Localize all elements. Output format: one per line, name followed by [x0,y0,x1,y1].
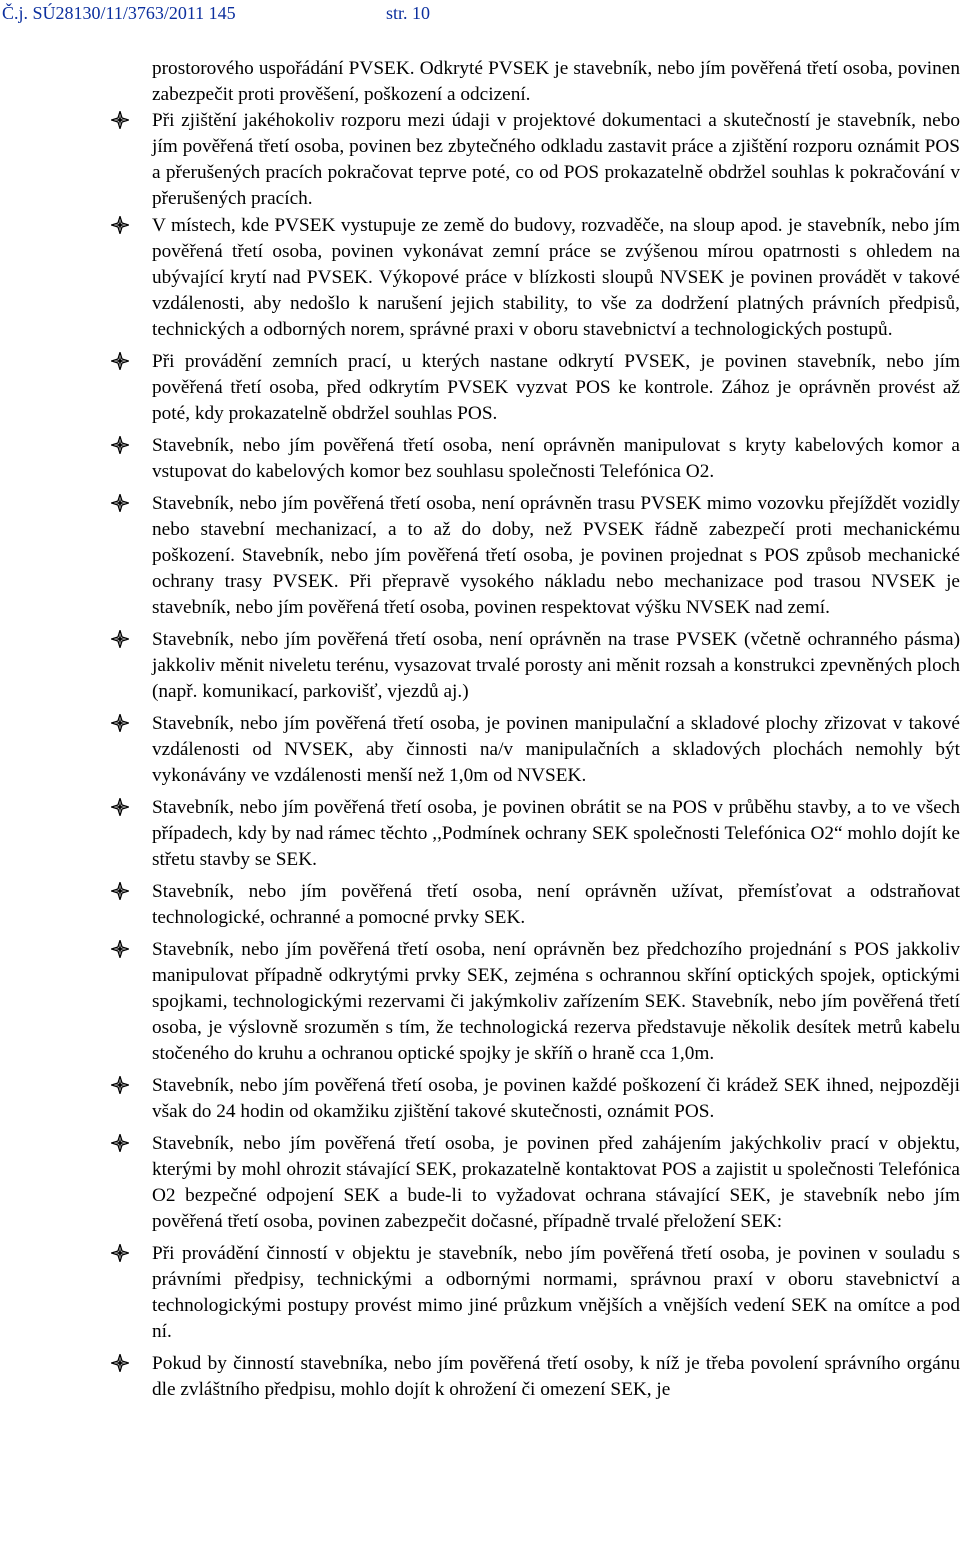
diamond-bullet-icon [111,1354,129,1372]
list-item [0,1131,960,1235]
list-item [0,627,960,705]
list-item-text: Při zjištění jakéhokoliv rozporu mezi údaji v projektové dokumentaci a skutečností je stavebník, nebo jím pověřená třetí osoba, povinen bez zbytečného odkladu zastavit práce a zjištění rozporu oznámit POS a přerušených pracích pokračovat teprve poté, co od POS prokazatelně obdržel souhlas k pokračování v přerušených pracích. [152,110,960,209]
diamond-bullet-icon [111,1244,129,1262]
diamond-bullet-icon [111,882,129,900]
list-item-text: Stavebník, nebo jím pověřená třetí osoba, je povinen obrátit se na POS v průběhu stavby, a to ve všech případech, kdy by nad rámec těchto ,,Podmínek ochrany SEK společnosti Telefónica O2“ mohlo dojít ke střetu stavby se SEK. [152,797,960,870]
list-item [0,795,960,873]
list-item [0,1073,960,1125]
page-header [0,0,960,26]
list-item [0,213,960,343]
diamond-bullet-icon [111,940,129,958]
list-item-text: Při provádění zemních prací, u kterých nastane odkrytí PVSEK, je povinen stavebník, nebo jím pověřená třetí osoba, před odkrytím PVSEK vyzvat POS ke kontrole. Zához je oprávněn provést až poté, kdy prokazatelně obdržel souhlas POS. [152,351,960,424]
list-item [0,879,960,931]
diamond-bullet-icon [111,436,129,454]
list-item-text: Stavebník, nebo jím pověřená třetí osoba, není oprávněn bez předchozího projednání s POS jakkoliv manipulovat případně odkrytými prvky SEK, zejména s ochrannou skříní optických spojek, optickými spojkami, technologickými rezervami či jakýmkoliv zařízením SEK. Stavebník, nebo jím pověřená třetí osoba, je výslovně srozuměn s tím, že technologická rezerva představuje několik desítek metrů kabelu stočeného do kruhu a ochranou optické spojky je skříň o hraně cca 1,0m. [152,939,960,1064]
list-item-text: Pokud by činností stavebníka, nebo jím pověřená třetí osoby, k níž je třeba povolení správního orgánu dle zvláštního předpisu, mohlo dojít k ohrožení či omezení SEK, je [152,1353,960,1400]
diamond-bullet-icon [111,714,129,732]
list-item [0,433,960,485]
list-item [0,937,960,1067]
list-item [0,1351,960,1403]
list-item [0,491,960,621]
list-item-text: Stavebník, nebo jím pověřená třetí osoba, není oprávněn manipulovat s kryty kabelových komor a vstupovat do kabelových komor bez souhlasu společnosti Telefónica O2. [152,435,960,482]
list-item-text: Stavebník, nebo jím pověřená třetí osoba, je povinen každé poškození či krádež SEK ihned, nejpozději však do 24 hodin od okamžiku zjištění takové skutečnosti, oznámit POS. [152,1075,960,1122]
list-item-text: Při provádění činností v objektu je stavebník, nebo jím pověřená třetí osoba, je povinen v souladu s právními předpisy, technickými a odbornými normami, správnou praxí v oboru stavebnictví a technologickými postupy provést mimo jiné průzkum vnějších a vnějších vedení SEK na omítce a pod ní. [152,1243,960,1342]
diamond-bullet-icon [111,1134,129,1152]
diamond-bullet-icon [111,352,129,370]
list-item [0,711,960,789]
document-reference: Č.j. SÚ28130/11/3763/2011 145 [2,3,236,23]
document-body [0,56,960,1403]
list-item-text: Stavebník, nebo jím pověřená třetí osoba, není oprávněn trasu PVSEK mimo vozovku přejíždět vozidly nebo stavební mechanizací, a to až do doby, než PVSEK řádně zabezpečí proti mechanickému poškození. Stavebník, nebo jím pověřená třetí osoba, je povinen projednat s POS způsob mechanické ochrany trasy PVSEK. Při přepravě vysokého nákladu nebo mechanizace pod trasou NVSEK je stavebník, nebo jím pověřená třetí osoba, povinen respektovat výšku NVSEK nad zemí. [152,493,960,618]
list-item-text: Stavebník, nebo jím pověřená třetí osoba, není oprávněn užívat, přemísťovat a odstraňovat technologické, ochranné a pomocné prvky SEK. [152,881,960,928]
list-item-text: Stavebník, nebo jím pověřená třetí osoba, není oprávněn na trase PVSEK (včetně ochranného pásma) jakkoliv měnit niveletu terénu, vysazovat trvalé porosty ani měnit rozsah a konstrukci zpevněných ploch (např. komunikací, parkovišť, vjezdů aj.) [152,629,960,702]
condition-list [0,108,960,1403]
diamond-bullet-icon [111,494,129,512]
list-item-text: Stavebník, nebo jím pověřená třetí osoba, je povinen manipulační a skladové plochy zřizovat v takové vzdálenosti od NVSEK, aby činnosti na/v manipulačních a skladových plochách nemohly být vykonávány ve vzdálenosti menší než 1,0m od NVSEK. [152,713,960,786]
diamond-bullet-icon [111,216,129,234]
diamond-bullet-icon [111,630,129,648]
intro-paragraph: prostorového uspořádání PVSEK. Odkryté PVSEK je stavebník, nebo jím pověřená třetí osoba, povinen zabezpečit proti prověšení, poškození a odcizení. [152,58,960,105]
list-item [0,1241,960,1345]
list-item [0,108,960,212]
list-item [0,349,960,427]
diamond-bullet-icon [111,798,129,816]
page-number: str. 10 [386,3,431,23]
list-item-text: Stavebník, nebo jím pověřená třetí osoba, je povinen před zahájením jakýchkoliv prací v objektu, kterými by mohl ohrozit stávající SEK, prokazatelně kontaktovat POS a zajistit u společnosti Telefónica O2 bezpečné odpojení SEK a bude-li to vyžadovat ochrana stávající SEK, je stavebník nebo jím pověřená třetí osoba, povinen zabezpečit dočasné, případně trvalé přeložení SEK: [152,1133,960,1232]
diamond-bullet-icon [111,1076,129,1094]
diamond-bullet-icon [111,111,129,129]
list-item-text: V místech, kde PVSEK vystupuje ze země do budovy, rozvaděče, na sloup apod. je stavebník, nebo jím pověřená třetí osoba, povinen vykonávat zemní práce se zvýšenou mírou opatrnosti s ohledem na ubývající krytí nad PVSEK. Výkopové práce v blízkosti sloupů NVSEK je povinen provádět v takové vzdálenosti, aby nedošlo k narušení jejich stability, to vše za dodržení platných právních předpisů, technických a odborných norem, správné praxi v oboru stavebnictví a technologických postupů. [152,215,960,340]
